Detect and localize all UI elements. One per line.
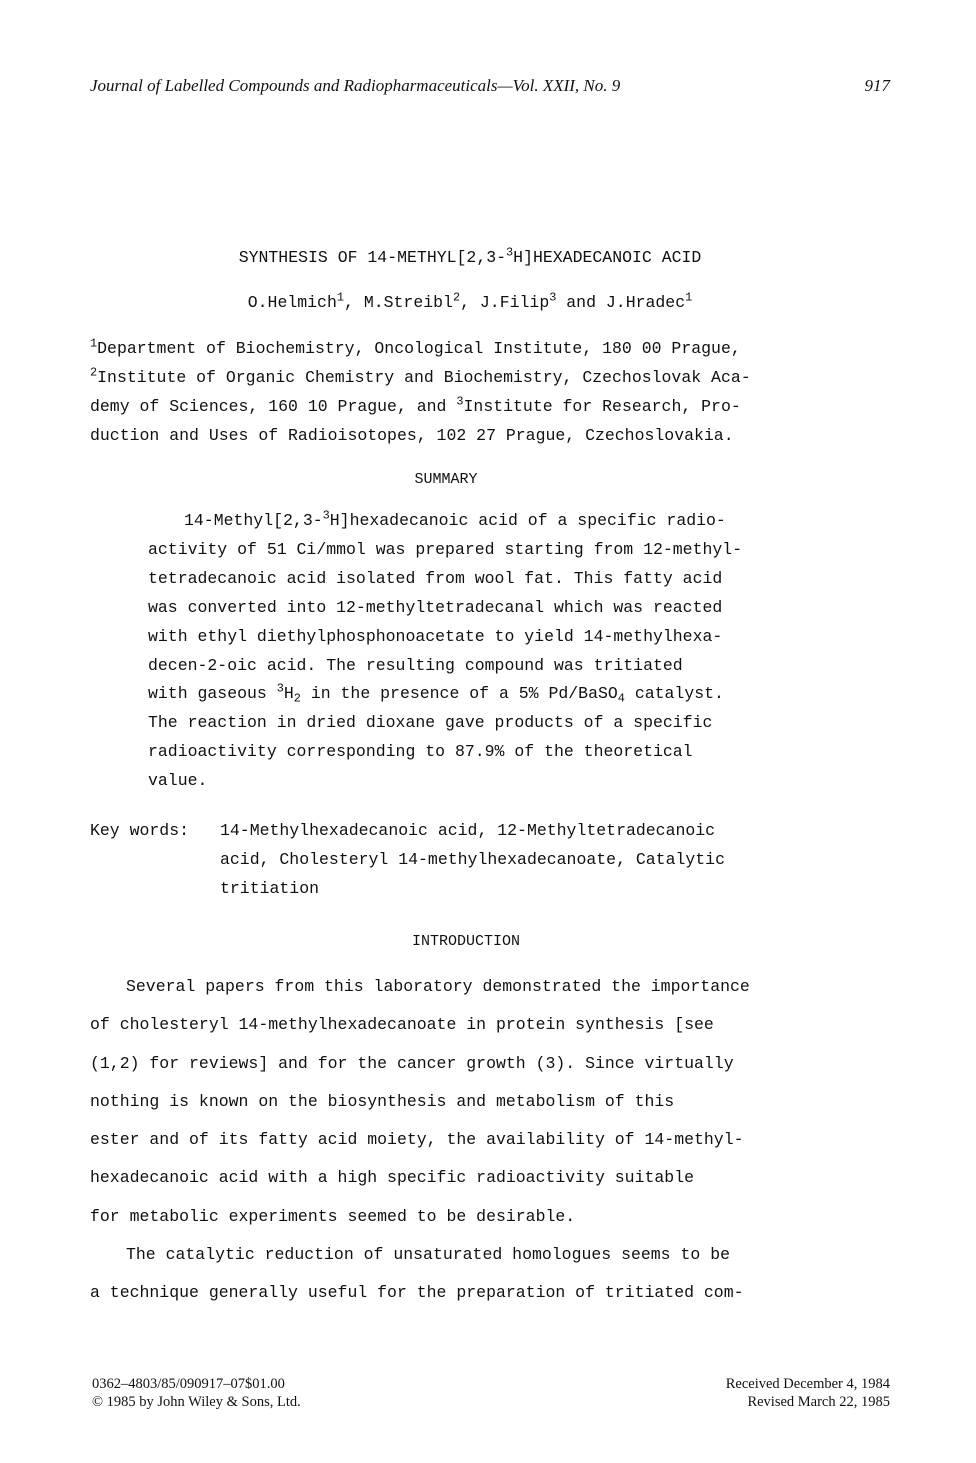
- issn-code: 0362–4803/85/090917–07$01.00: [92, 1376, 285, 1392]
- affiliation-line: $^2$Institute of Organic Chemistry and Biochemistry, Czechoslovak Aca-: [90, 365, 751, 387]
- footer-dates: [726, 1375, 890, 1411]
- author: O.Helmich: [247, 293, 337, 312]
- keywords-line: acid, Cholesteryl 14-methylhexadecanoate, Catalytic: [220, 850, 725, 869]
- body-line: nothing is known on the biosynthesis and metabolism of this: [90, 1091, 675, 1111]
- revised-date: Revised March 22, 1985: [747, 1394, 890, 1410]
- body-line: (1,2) for reviews] and for the cancer growth (3). Since virtually: [90, 1053, 734, 1073]
- introduction-heading: INTRODUCTION: [411, 933, 521, 950]
- keywords-block: [90, 816, 890, 903]
- summary-line: decen-2-oic acid. The resulting compound was tritiated: [148, 655, 683, 675]
- author: J.Hradec: [605, 293, 686, 312]
- received-date: Received December 4, 1984: [725, 1376, 890, 1392]
- copyright-notice: © 1985 by John Wiley & Sons, Ltd.: [92, 1394, 301, 1410]
- body-line: Several papers from this laboratory demonstrated the importance: [126, 977, 750, 996]
- body-line: a technique generally useful for the preparation of tritiated com-: [90, 1283, 744, 1303]
- summary-line: value.: [148, 771, 208, 791]
- summary-line: radioactivity corresponding to 87.9% of the theoretical: [148, 742, 693, 762]
- summary-abstract: [148, 507, 868, 796]
- footer-publisher-info: [92, 1375, 301, 1411]
- keywords-line: 14-Methylhexadecanoic acid, 12-Methyltetradecanoic: [220, 821, 716, 840]
- affiliation-line: demy of Sciences, 160 10 Prague, and $^3$Institute for Research, Pro-: [90, 394, 741, 416]
- summary-heading: SUMMARY: [414, 471, 478, 488]
- summary-line: 14-Methyl[2,3-$^3$H]hexadecanoic acid of a specific radio-: [184, 508, 726, 530]
- affiliations: [90, 334, 890, 450]
- author: M.Streibl: [363, 293, 453, 312]
- body-line: hexadecanoic acid with a high specific radioactivity suitable: [90, 1168, 694, 1188]
- keywords-label: Key words:: [90, 821, 190, 840]
- summary-line: with gaseous $^3H_2$ in the presence of a 5% Pd/BaSO$_4$ catalyst.: [148, 681, 724, 706]
- author: J.Filip: [479, 293, 550, 312]
- journal-title: Journal of Labelled Compounds and Radiopharmaceuticals—Vol. XXII, No. 9: [90, 76, 621, 95]
- keywords-line: tritiation: [220, 879, 320, 898]
- article-title: SYNTHESIS OF 14-METHYL[2,3-$^3$H]HEXADECANOIC ACID: [238, 245, 702, 267]
- body-line: ester and of its fatty acid moiety, the availability of 14-methyl-: [90, 1130, 744, 1150]
- summary-line: with ethyl diethylphosphonoacetate to yield 14-methylhexa-: [148, 626, 723, 646]
- introduction-body: [90, 968, 890, 1313]
- summary-line: was converted into 12-methyltetradecanal which was reacted: [148, 597, 723, 617]
- affiliation-line: $^1$Department of Biochemistry, Oncological Institute, 180 00 Prague,: [90, 336, 741, 358]
- body-line: The catalytic reduction of unsaturated homologues seems to be: [126, 1245, 730, 1265]
- summary-line: activity of 51 Ci/mmol was prepared starting from 12-methyl-: [148, 539, 743, 559]
- author-list: O.Helmich$^1$, M.Streibl$^2$, J.Filip$^3$ and J.Hradec$^1$: [247, 290, 693, 312]
- body-line: for metabolic experiments seemed to be desirable.: [90, 1206, 576, 1226]
- summary-line: tetradecanoic acid isolated from wool fat. This fatty acid: [148, 568, 723, 588]
- affiliation-line: duction and Uses of Radioisotopes, 102 27 Prague, Czechoslovakia.: [90, 426, 734, 445]
- summary-line: The reaction in dried dioxane gave products of a specific: [148, 713, 713, 733]
- body-line: of cholesteryl 14-methylhexadecanoate in protein synthesis [see: [90, 1015, 714, 1035]
- page-number: 917: [864, 76, 890, 95]
- running-header: [90, 76, 890, 96]
